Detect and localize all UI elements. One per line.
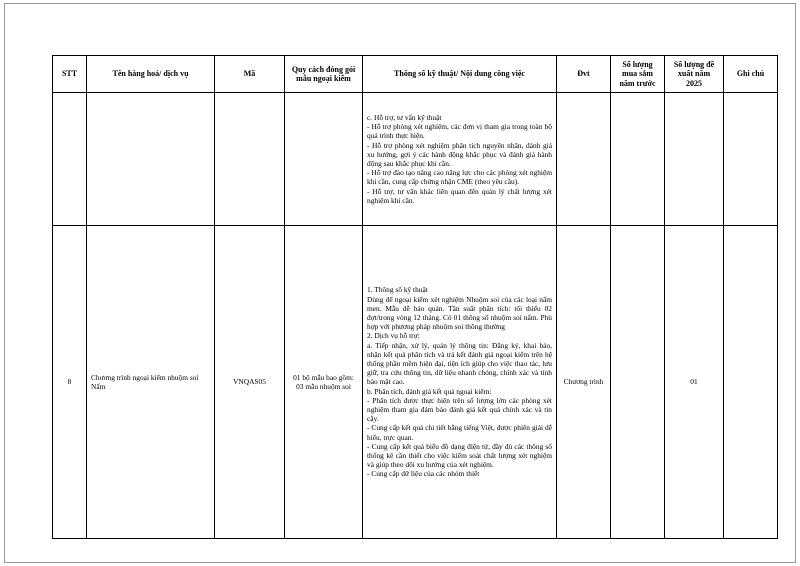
spec-line: - Cung cấp kết quả biểu đồ dạng điện tử, đầy đủ các thông số thống kê cần thiết cho việc kiểm soát chất lượng xét nghiệm và giúp theo dõi xu hướng của xét nghiệm. bbox=[367, 441, 552, 470]
header-name: Tên hàng hoá/ dịch vụ bbox=[87, 56, 215, 93]
cell-name bbox=[87, 93, 215, 226]
header-code: Mã bbox=[215, 56, 285, 93]
header-packaging: Quy cách đóng gói mẫu ngoại kiểm bbox=[285, 56, 363, 93]
header-row bbox=[53, 56, 778, 93]
spec-line: - Hỗ trợ phòng xét nghiệm phân tích nguyên nhân, đánh giá xu hướng, gợi ý các hành động khắc phục và đánh giá hành động sau khắc phục khi cần. bbox=[367, 140, 552, 168]
cell-note bbox=[724, 226, 778, 539]
spec-line: Dùng để ngoại kiểm xét nghiệm Nhuộm soi của các loại nấm men. Mẫu dễ bảo quản. Tần suất phân tích: tối thiểu 02 đợt/trong vòng 12 tháng. Có 01 thông số nhuộm soi nấm. Phù hợp với phương pháp nhuộm soi thông thường bbox=[367, 294, 552, 332]
table-row bbox=[53, 226, 778, 539]
header-unit: Đvt bbox=[557, 56, 611, 93]
cell-stt: 8 bbox=[53, 226, 87, 539]
cell-code: VNQAS05 bbox=[215, 226, 285, 539]
cell-prev-qty bbox=[611, 226, 665, 539]
spec-line: - Cung cấp kết quả chi tiết bằng tiếng Việt, được phiên giải dễ hiểu, trực quan. bbox=[367, 423, 552, 442]
cell-unit: Chương trình bbox=[557, 226, 611, 539]
spec-line: - Hỗ trợ, tư vấn khác liên quan đến quản lý chất lượng xét nghiệm khi cần. bbox=[367, 186, 552, 205]
cell-stt bbox=[53, 93, 87, 226]
cell-note bbox=[724, 93, 778, 226]
procurement-table bbox=[52, 55, 778, 539]
spec-line: - Phân tích được thực hiện trên số lượng lớn các phòng xét nghiệm tham gia đảm bảo đánh giá kết quả chính xác và tin cậy. bbox=[367, 395, 552, 424]
spec-line: - Hỗ trợ đào tạo nâng cao năng lực cho các phòng xét nghiệm khi cần, cung cấp chứng nhận CME (theo yêu cầu). bbox=[367, 168, 552, 187]
spec-line: 1. Thông số kỹ thuật bbox=[367, 285, 428, 295]
spec-line: 2. Dịch vụ hỗ trợ: bbox=[367, 331, 420, 341]
table-row bbox=[53, 93, 778, 226]
spec-line: - Cung cấp dữ liệu của các nhóm thiết bbox=[367, 469, 480, 479]
spec-line: b. Phân tích, đánh giá kết quả ngoại kiểm: bbox=[367, 386, 492, 396]
cell-name: Chương trình ngoại kiểm nhuộm soi Nấm bbox=[87, 226, 215, 539]
cell-code bbox=[215, 93, 285, 226]
cell-packaging: 01 bộ mẫu bao gồm: 03 mẫu nhuộm soi bbox=[285, 226, 363, 539]
cell-unit bbox=[557, 93, 611, 226]
header-stt: STT bbox=[53, 56, 87, 93]
spec-line: c. Hỗ trợ, tư vấn kỹ thuật bbox=[367, 112, 442, 122]
cell-proposed-qty bbox=[665, 93, 724, 226]
cell-proposed-qty: 01 bbox=[665, 226, 724, 539]
cell-prev-qty bbox=[611, 93, 665, 226]
header-spec: Thông số kỹ thuật/ Nội dung công việc bbox=[363, 56, 557, 93]
cell-spec bbox=[363, 93, 557, 226]
spec-line: a. Tiếp nhận, xử lý, quản lý thông tin: Đăng ký, khai báo, nhận kết quả phân tích và trả kết đánh giá ngoại kiểm trên hệ thống phần mềm hiện đại, tiện ích giúp cho việc thao tác, lưu giữ, tra cứu thông tin, dữ liệu nhanh chóng, chính xác và tính bảo mật cao. bbox=[367, 340, 552, 387]
cell-packaging bbox=[285, 93, 363, 226]
header-prev-qty: Số lượng mua sắm năm trước bbox=[611, 56, 665, 93]
spec-line: - Hỗ trợ phòng xét nghiệm, các đơn vị tham gia trong toàn bộ quá trình thực hiện. bbox=[367, 122, 552, 141]
header-proposed-qty: Số lượng đề xuất năm 2025 bbox=[665, 56, 724, 93]
cell-spec bbox=[363, 226, 557, 539]
header-note: Ghi chú bbox=[724, 56, 778, 93]
